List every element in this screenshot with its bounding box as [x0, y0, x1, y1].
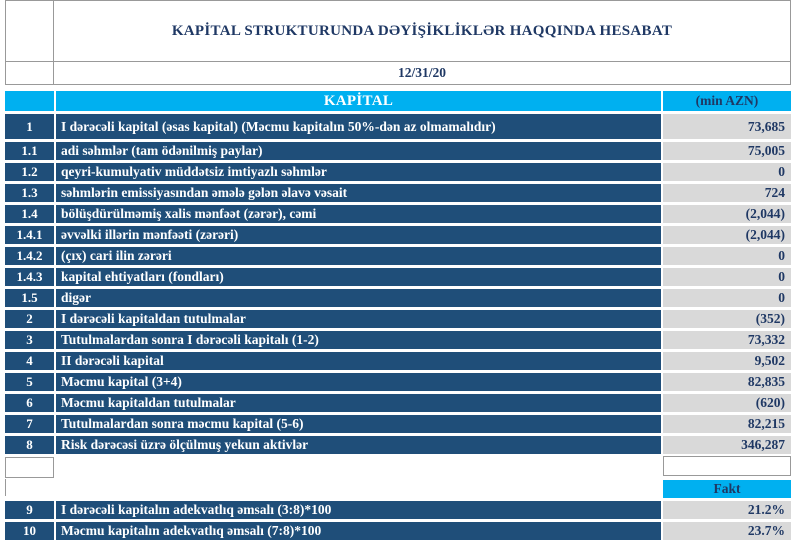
row-label: kapital ehtiyatları (fondları) — [56, 268, 661, 286]
report-date: 12/31/20 — [397, 65, 446, 80]
report-title: KAPİTAL STRUKTURUNDA DƏYİŞİKLİKLƏR HAQQINDA HESABAT — [171, 22, 673, 39]
row-label: digər — [56, 289, 661, 307]
capital-header-cell — [56, 91, 661, 111]
table-row — [5, 184, 791, 202]
table-row — [5, 415, 791, 433]
row-value: 9,502 — [663, 352, 791, 370]
row-value: 0 — [663, 247, 791, 265]
row-number: 1.4.2 — [5, 247, 54, 265]
row-label: bölüşdürülməmiş xalis mənfəət (zərər), cəmi — [56, 205, 661, 223]
data-rows — [5, 114, 791, 454]
table-row — [5, 373, 791, 391]
row-label: Tutulmalardan sonra I dərəcəli kapitalı (1-2) — [56, 331, 661, 349]
row-label: (çıx) cari ilin zərəri — [56, 247, 661, 265]
report-title-cell — [53, 0, 791, 62]
title-section — [5, 0, 791, 62]
fakt-header-label: Fakt — [713, 481, 741, 496]
row-value: 75,005 — [663, 142, 791, 160]
row-value: 0 — [663, 268, 791, 286]
row-label: Risk dərəcəsi üzrə ölçülmuş yekun aktivlər — [56, 436, 661, 454]
table-row — [5, 142, 791, 160]
row-number: 1.4.1 — [5, 226, 54, 244]
table-row — [5, 114, 791, 139]
report-table — [5, 0, 791, 543]
row-label: II dərəcəli kapital — [56, 352, 661, 370]
row-value: 724 — [663, 184, 791, 202]
row-number: 1.4 — [5, 205, 54, 223]
row-label: I dərəcəli kapital (əsas kapital) (Məcmu kapitalın 50%-dən az olmamalıdır) — [56, 114, 661, 139]
table-row — [5, 436, 791, 454]
date-section — [5, 61, 791, 85]
row-label: Tutulmalardan sonra məcmu kapital (5-6) — [56, 415, 661, 433]
row-value: 346,287 — [663, 436, 791, 454]
unit-header-label: (min AZN) — [695, 93, 759, 108]
header-number-cell — [5, 91, 54, 111]
gap-left-stub-cell — [5, 457, 54, 478]
row-label: Məcmu kapitaldan tutulmalar — [56, 394, 661, 412]
row-number: 4 — [5, 352, 54, 370]
report-date-cell — [53, 61, 791, 85]
table-row — [5, 268, 791, 286]
date-left-stub-cell — [5, 61, 54, 85]
row-value: 0 — [663, 289, 791, 307]
table-row — [5, 501, 791, 519]
gap-section — [5, 454, 791, 480]
fakt-header-cell — [663, 480, 791, 498]
empty-cell — [56, 480, 661, 498]
row-label: qeyri-kumulyativ müddətsiz imtiyazlı səhmlər — [56, 163, 661, 181]
row-value: 82,215 — [663, 415, 791, 433]
row-label: I dərəcəli kapitalın adekvatlıq əmsalı (3:8)*100 — [56, 501, 661, 519]
row-number: 3 — [5, 331, 54, 349]
row-number: 1.1 — [5, 142, 54, 160]
table-row — [5, 205, 791, 223]
row-value: 0 — [663, 163, 791, 181]
row-number: 9 — [5, 501, 54, 519]
table-row — [5, 310, 791, 328]
capital-header-label: KAPİTAL — [323, 92, 394, 109]
row-value: 82,835 — [663, 373, 791, 391]
row-number: 1.4.3 — [5, 268, 54, 286]
cell-border-fragment — [5, 479, 6, 496]
table-row — [5, 289, 791, 307]
table-row — [5, 163, 791, 181]
row-value: 73,332 — [663, 331, 791, 349]
row-number: 1.3 — [5, 184, 54, 202]
gap-right-stub-cell — [663, 456, 791, 476]
row-label: əvvəlki illərin mənfəəti (zərəri) — [56, 226, 661, 244]
row-number: 7 — [5, 415, 54, 433]
row-number: 10 — [5, 522, 54, 540]
row-number: 8 — [5, 436, 54, 454]
row-value: 73,685 — [663, 114, 791, 139]
table-row — [5, 331, 791, 349]
row-number: 5 — [5, 373, 54, 391]
row-number: 1 — [5, 114, 54, 139]
row-number: 1.2 — [5, 163, 54, 181]
row-value: 21.2% — [663, 501, 791, 519]
column-header-row — [5, 91, 791, 111]
table-row — [5, 352, 791, 370]
row-value: (352) — [663, 310, 791, 328]
row-value: 23.7% — [663, 522, 791, 540]
row-value: (620) — [663, 394, 791, 412]
row-number: 2 — [5, 310, 54, 328]
row-number: 6 — [5, 394, 54, 412]
row-label: səhmlərin emissiyasından əmələ gələn əlavə vəsait — [56, 184, 661, 202]
row-label: Məcmu kapital (3+4) — [56, 373, 661, 391]
row-value: (2,044) — [663, 226, 791, 244]
unit-header-cell — [663, 91, 791, 111]
table-row — [5, 522, 791, 540]
table-row — [5, 226, 791, 244]
row-number: 1.5 — [5, 289, 54, 307]
table-row — [5, 394, 791, 412]
row-value: (2,044) — [663, 205, 791, 223]
row-label: I dərəcəli kapitaldan tutulmalar — [56, 310, 661, 328]
row-label: Məcmu kapitalın adekvatlıq əmsalı (7:8)*100 — [56, 522, 661, 540]
fakt-header-row — [5, 480, 791, 498]
empty-cell — [5, 480, 54, 498]
row-label: adi səhmlər (tam ödənilmiş paylar) — [56, 142, 661, 160]
title-left-stub-cell — [5, 0, 54, 62]
table-row — [5, 247, 791, 265]
